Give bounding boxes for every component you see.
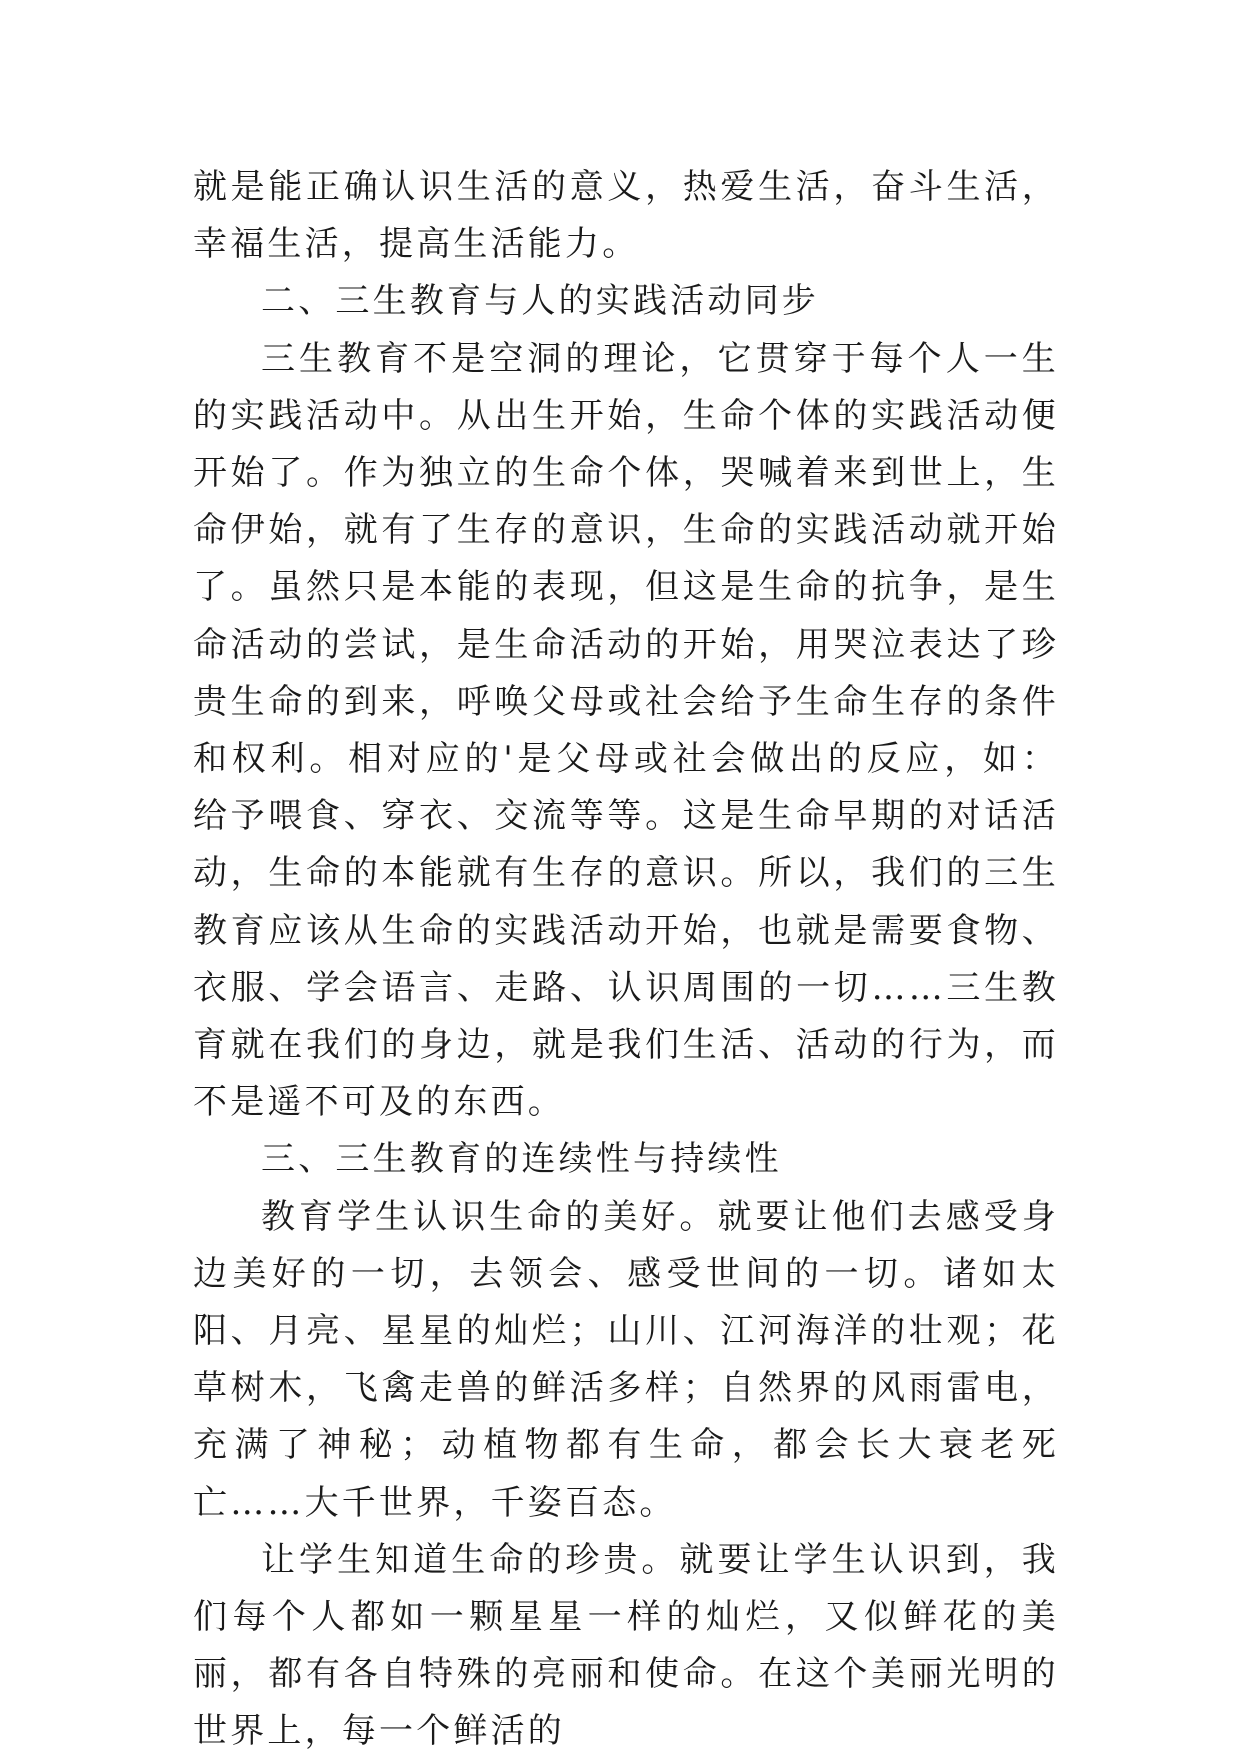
section-heading-2: 二、三生教育与人的实践活动同步 — [261, 281, 819, 322]
section-heading-3: 三、三生教育的连续性与持续性 — [261, 1139, 782, 1180]
paragraph-preciousness-of-life: 让学生知道生命的珍贵。就要让学生认识到，我们每个人都如一颗星星一样的灿烂，又似鲜花的美丽，都有各自特殊的亮丽和使命。在这个美丽光明的世界上，每一个鲜活的 — [193, 1539, 1059, 1752]
paragraph-beauty-of-life: 教育学生认识生命的美好。就要让他们去感受身边美好的一切，去领会、感受世间的一切。诸如太阳、月亮、星星的灿烂；山川、江河海洋的壮观；花草树木，飞禽走兽的鲜活多样；自然界的风雨雷电，充满了神秘；动植物都有生命，都会长大衰老死亡……大千世界，千姿百态。 — [193, 1196, 1059, 1523]
paragraph-practice-activity: 三生教育不是空洞的理论，它贯穿于每个人一生的实践活动中。从出生开始，生命个体的实践活动便开始了。作为独立的生命个体，哭喊着来到世上，生命伊始，就有了生存的意识，生命的实践活动就开始了。虽然只是本能的表现，但这是生命的抗争，是生命活动的尝试，是生命活动的开始，用哭泣表达了珍贵生命的到来，呼唤父母或社会给予生命生存的条件和权利。相对应的'是父母或社会做出的反应，如：给予喂食、穿衣、交流等等。这是生命早期的对话活动，生命的本能就有生存的意识。所以，我们的三生教育应该从生命的实践活动开始，也就是需要食物、衣服、学会语言、走路、认识周围的一切……三生教育就在我们的身边，就是我们生活、活动的行为，而不是遥不可及的东西。 — [193, 338, 1059, 1123]
paragraph-continuation: 就是能正确认识生活的意义，热爱生活，奋斗生活，幸福生活，提高生活能力。 — [193, 167, 1059, 265]
document-body — [193, 159, 1059, 1761]
